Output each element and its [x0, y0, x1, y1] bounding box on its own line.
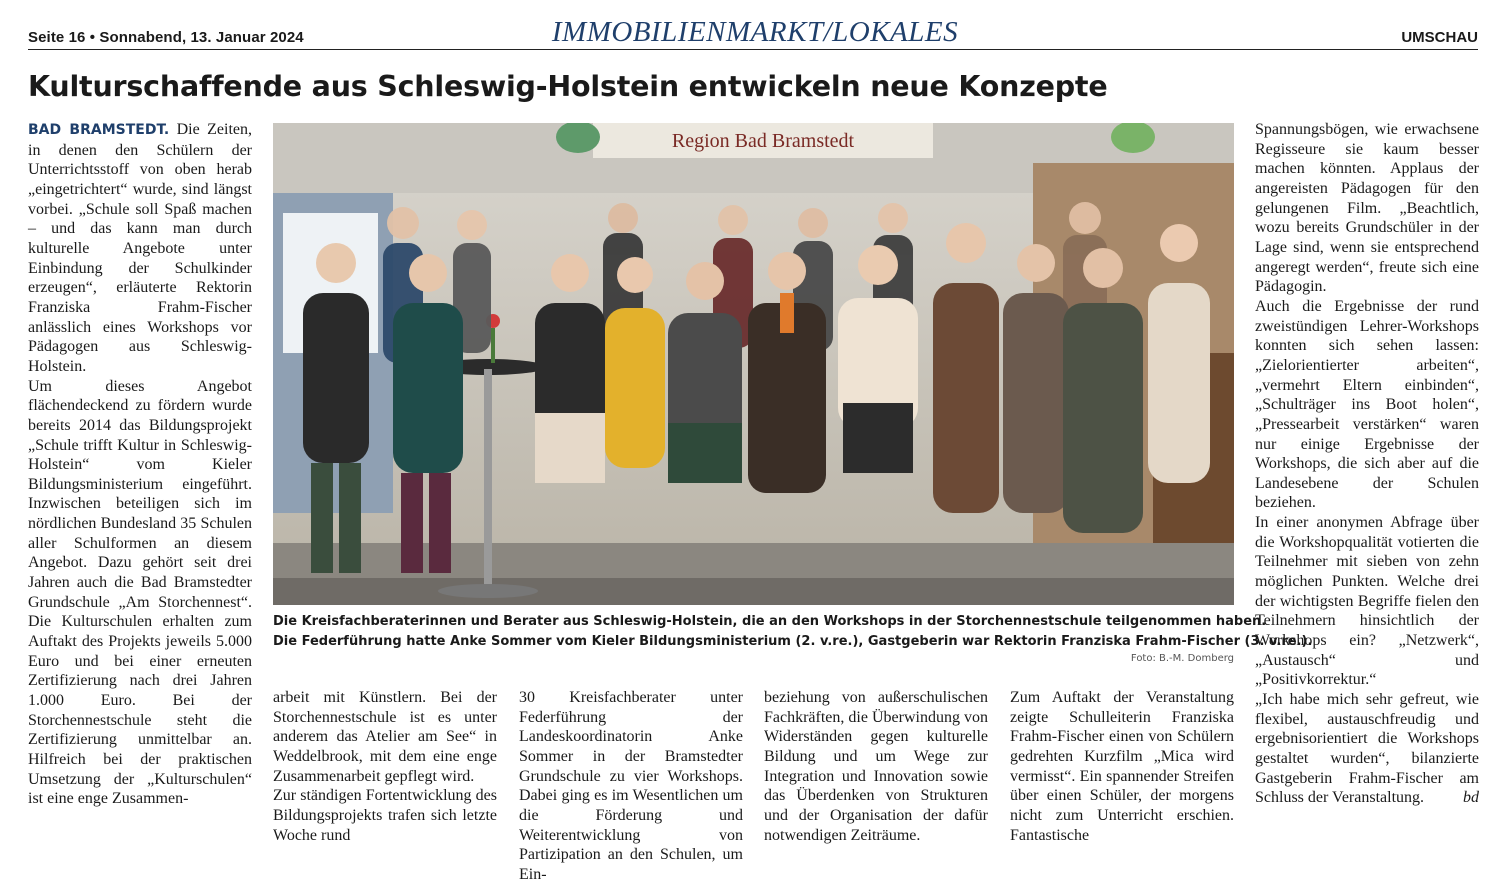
header-rule [28, 49, 1478, 50]
paragraph: beziehung von außerschulischen Fachkräften, die Überwindung von Widerständen gegen kulturelle Bildung und um Wege zur Integration und Innovation sowie das Überdenken von Strukturen und der Organisation der dafür notwendigen Zeiträume. [764, 689, 988, 844]
lead-paragraph: BAD BRAMSTEDT. Die Zeiten, in denen den Schülern der Unterrichtsstoff von oben herab „eingetrichtert“ wurde, sind längst vorbei. „Schule soll Spaß machen – und das kann man durch kulturelle Angebote unter Einbindung der Schulkinder erzeugen“, erläuterte Rektorin Franziska Frahm-Fischer anlässlich eines Workshops vor Pädagogen aus Schleswig-Holstein. [28, 121, 253, 375]
group-photo-illustration [273, 123, 1234, 605]
photo-caption [273, 612, 1313, 652]
article-column-3 [519, 688, 743, 885]
dateline: BAD BRAMSTEDT. [28, 122, 170, 138]
paragraph: arbeit mit Künstlern. Bei der Storchennestschule ist es unter anderem das Atelier am See“ in Weddelbrook, mit dem eine enge Zusammenarbeit gepflegt wird. [273, 689, 497, 785]
photo-banner-text: Region Bad Bramstedt [671, 130, 855, 152]
article-column-1 [28, 120, 252, 809]
article-column-5 [1010, 688, 1234, 845]
article-photo [273, 123, 1234, 605]
section-title: IMMOBILIENMARKT/LOKALES [551, 16, 959, 48]
article-headline: Kulturschaffende aus Schleswig-Holstein entwickeln neue Konzepte [28, 70, 1108, 103]
paragraph: In einer anonymen Abfrage über die Workshopqualität votierten die Teilnehmer mit sieben von zehn möglichen Punkten. Welche drei der wichtigsten Begriffe fielen den Teilnehmern hinsichtlich der Workshops ein? „Netzwerk“, „Austausch“ und „Positivkorrektur.“ [1255, 514, 1479, 689]
caption-line-1: Die Kreisfachberaterinnen und Berater aus Schleswig-Holstein, die an den Workshops in der Storchennestschule teilgenommen haben. [273, 614, 1267, 629]
paragraph: Spannungsbögen, wie erwachsene Regisseure sie kaum besser machen könnten. Applaus der angereisten Pädagogen für den gelungenen Film. „Beachtlich, wozu bereits Grundschüler in der Lage sind, wenn sie entsprechend angeregt werden“, freute sich eine Pädagogin. [1255, 121, 1479, 296]
paragraph: Auch die Ergebnisse der rund zweistündigen Lehrer-Workshops konnten sich sehen lassen: „Zielorientierter arbeiten“, „vermehrt Eltern einbinden“, „Schulträger ins Boot holen“, „Pressearbeit verstärken“ waren nur einige Ergebnisse der Workshops, die sich aber auf die Landesebene der Schulen beziehen. [1255, 297, 1479, 512]
caption-line-2: Die Federführung hatte Anke Sommer vom Kieler Bildungsministerium (2. v.re.), Gastgeberin war Rektorin Franziska Frahm-Fischer (3. v.re.). [273, 634, 1313, 649]
article-column-4 [764, 688, 988, 845]
photo-credit: Foto: B.-M. Domberg [1130, 653, 1234, 664]
page-info: Seite 16 • Sonnabend, 13. Januar 2024 [28, 29, 304, 46]
paragraph: 30 Kreisfachberater unter Federführung der Landeskoordinatorin Anke Sommer in der Bramstedter Grundschule zu vier Workshops. Dabei ging es im Wesentlichen um die Förderung und Weiterentwicklung von Partizipation an den Schulen, um Ein- [519, 689, 743, 883]
paragraph: Um dieses Angebot flächendeckend zu fördern wurde bereits 2014 das Bildungsprojekt „Schule trifft Kultur in Schleswig-Holstein“ vom Kieler Bildungsministerium eingeführt. Inzwischen beteiligen sich im nördlichen Bundesland 35 Schulen aller Schulformen an diesem Angebot. Dazu gehört seit drei Jahren auch die Bad Bramstedter Grundschule „Am Storchennest“. Die Kulturschulen erhalten zum Auftakt des Projekts jeweils 5.000 Euro und bei einer erneuten Zertifizierung nach drei Jahren 1.000 Euro. Bei der Storchennestschule steht die Zertifizierung unmittelbar an. Hilfreich bei der praktischen Umsetzung der „Kulturschulen“ ist eine enge Zusammen- [28, 377, 252, 808]
edition-label: UMSCHAU [1401, 29, 1478, 46]
author-signature: bd [1463, 789, 1479, 807]
article-column-6 [1255, 120, 1479, 808]
article-column-2 [273, 688, 497, 845]
paragraph: Zum Auftakt der Veranstaltung zeigte Schulleiterin Franziska Frahm-Fischer einen von Schülern gedrehten Kurzfilm „Mica wird vermisst“. Ein spannender Streifen über einen Schüler, der morgens nicht zum Unterricht erschien. Fantastische [1010, 689, 1234, 844]
paragraph: „Ich habe mich sehr gefreut, wie flexibel, austauschfreudig und ergebnisorientiert die Workshops gestaltet wurden“, bilanzierte Gastgeberin Frahm-Fischer am Schluss der Veranstaltung. bd [1255, 691, 1479, 807]
paragraph: Zur ständigen Fortentwicklung des Bildungsprojekts trafen sich letzte Woche rund [273, 787, 497, 844]
